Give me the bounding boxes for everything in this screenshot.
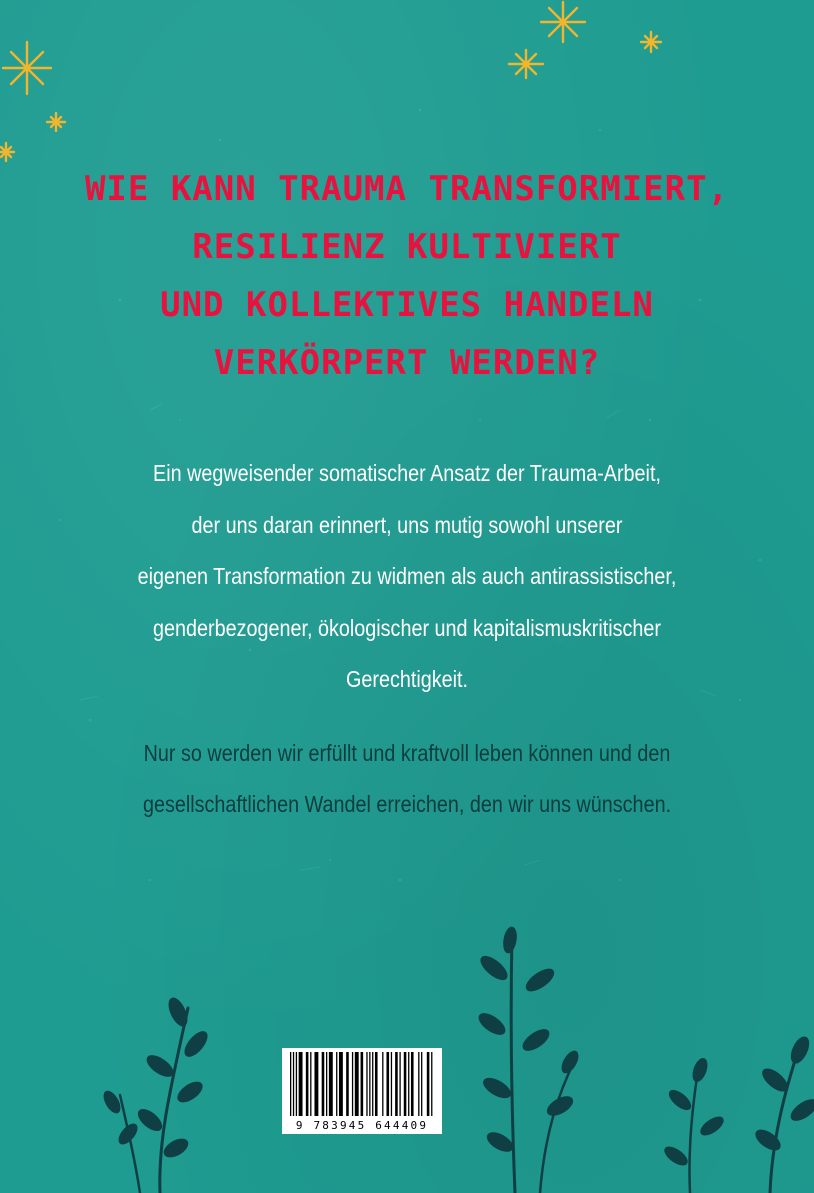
barcode-bar <box>346 1052 349 1116</box>
headline <box>40 160 774 392</box>
star-icon <box>509 50 543 78</box>
barcode-bar <box>418 1052 419 1116</box>
blurb-line: Gerechtigkeit. <box>345 666 469 692</box>
star-icon <box>641 32 661 52</box>
leafy-sprig-icon <box>662 1034 814 1193</box>
headline-line: UND KOLLEKTIVES HANDELN <box>160 285 654 325</box>
barcode-bars <box>290 1052 434 1116</box>
blurb-line: der uns daran erinnert, uns mutig sowohl unserer <box>191 511 623 538</box>
leafy-sprig-icon <box>476 926 581 1193</box>
headline-line: RESILIENZ KULTIVIERT <box>192 227 622 267</box>
barcode-bar <box>399 1052 400 1116</box>
isbn-barcode <box>282 1048 442 1134</box>
barcode-bar <box>314 1052 318 1116</box>
barcode-bar <box>395 1052 398 1116</box>
barcode-bar <box>299 1052 303 1116</box>
isbn-number: 9 783945 644409 <box>295 1119 429 1132</box>
barcode-bar <box>382 1052 383 1116</box>
tagline-paragraph <box>91 728 722 830</box>
barcode-bar <box>296 1052 297 1116</box>
blurb-paragraph <box>109 448 706 706</box>
barcode-bar <box>372 1052 373 1116</box>
barcode-bar <box>411 1052 414 1116</box>
barcode-bar <box>408 1052 409 1116</box>
barcode-bar <box>391 1052 392 1116</box>
barcode-bar <box>421 1052 422 1116</box>
star-icon <box>541 2 585 42</box>
barcode-bar <box>369 1052 370 1116</box>
barcode-bar <box>293 1052 294 1116</box>
barcode-bar <box>322 1052 325 1116</box>
headline-line: VERKÖRPERT WERDEN? <box>213 343 601 383</box>
star-icon <box>3 42 51 94</box>
blurb-line: Ein wegweisender somatischer Ansatz der Trauma-Arbeit, <box>153 460 661 486</box>
star-icon <box>47 113 65 131</box>
barcode-bar <box>366 1052 367 1116</box>
barcode-bar <box>386 1052 389 1116</box>
barcode-bar <box>352 1052 353 1116</box>
barcode-bar <box>355 1052 359 1116</box>
tagline-line: gesellschaftlichen Wandel erreichen, den wir uns wünschen. <box>142 791 672 817</box>
headline-line: WIE KANN TRAUMA TRANSFORMIERT, <box>84 169 730 209</box>
barcode-bar <box>427 1052 430 1116</box>
barcode-bar <box>431 1052 432 1116</box>
barcode-bar <box>361 1052 364 1116</box>
leafy-sprig-icon <box>101 995 211 1193</box>
star-icon <box>0 143 14 161</box>
barcode-bar <box>375 1052 378 1116</box>
tagline-line: Nur so werden wir erfüllt und kraftvoll leben können und den <box>143 740 671 766</box>
barcode-bar <box>306 1052 309 1116</box>
barcode-bar <box>404 1052 407 1116</box>
barcode-bar <box>339 1052 343 1116</box>
blurb-line: genderbezogener, ökologischer und kapitalismuskritischer <box>153 614 661 641</box>
barcode-bar <box>326 1052 327 1116</box>
barcode-bar <box>336 1052 337 1116</box>
blurb-line: eigenen Transformation zu widmen als auch antirassistischer, <box>137 563 677 589</box>
barcode-bar <box>290 1052 291 1116</box>
barcode-bar <box>329 1052 333 1116</box>
barcode-bar <box>310 1052 311 1116</box>
